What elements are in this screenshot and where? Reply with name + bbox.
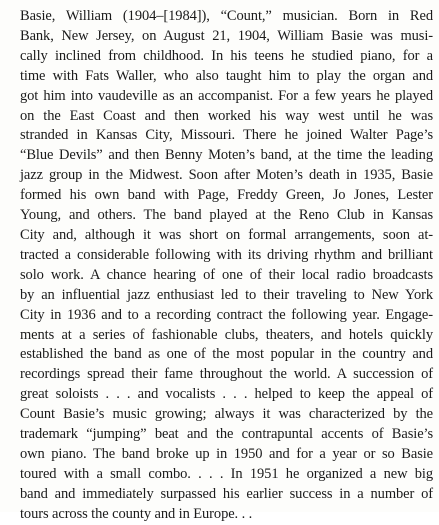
text-line: City and, although it was short on formal arrangements, soon at- — [20, 226, 433, 243]
text-line: jazz group in the Midwest. Soon after Moten’s death in 1935, Basie — [20, 167, 433, 184]
text-line: time with Fats Waller, who also taught him to play the organ and — [20, 67, 433, 84]
text-line: Count Basie’s music growing; always it was characterized by the — [20, 406, 433, 423]
text-line: by an influential jazz enthusiast led to their traveling to New York — [20, 286, 433, 303]
text-line: toured with a small combo. . . . In 1951 he organized a new big — [20, 465, 433, 482]
text-line: solo work. A chance hearing of one of their local radio broadcasts — [20, 266, 433, 283]
text-line: tracted a considerable following with its driving rhythm and brilliant — [20, 246, 433, 263]
text-line: established the band as one of the most popular in the country and — [20, 346, 433, 363]
text-line: Young, and others. The band played at the Reno Club in Kansas — [20, 207, 433, 224]
text-line: on the East Coast and then worked his way west until he was — [20, 107, 433, 124]
text-line: own piano. The band broke up in 1950 and for a year or so Basie — [20, 445, 433, 462]
text-line: City in 1936 and to a recording contract the following year. Engage- — [20, 306, 433, 323]
text-line: formed his own band with Page, Freddy Green, Jo Jones, Lester — [20, 187, 433, 204]
biography-entry — [20, 7, 433, 525]
text-line: great soloists . . . and vocalists . . . helped to keep the appeal of — [20, 386, 433, 403]
text-line: stranded in Kansas City, Missouri. There he joined Walter Page’s — [20, 127, 433, 144]
text-line: ments at a series of fashionable clubs, theaters, and hotels quickly — [20, 326, 433, 343]
text-line: trademark “jumping” beat and the contrapuntal accents of Basie’s — [20, 426, 433, 443]
text-line: cally inclined from childhood. In his teens he studied piano, for a — [20, 47, 433, 64]
text-line: got him into vaudeville as an accompanist. For a few years he played — [20, 87, 433, 104]
text-line: recordings spread their fame throughout the world. A succession of — [20, 366, 433, 383]
text-line: Basie, William (1904–[1984]), “Count,” musician. Born in Red — [20, 8, 433, 24]
text-line: band and immediately surpassed his earlier success in a number of — [20, 485, 433, 502]
text-line: Bank, New Jersey, on August 21, 1904, William Basie was musi- — [20, 27, 433, 44]
text-line: “Blue Devils” and then Benny Moten’s band, at the time the leading — [20, 147, 433, 164]
text-line-last: tours across the county and in Europe. . . — [20, 505, 253, 522]
